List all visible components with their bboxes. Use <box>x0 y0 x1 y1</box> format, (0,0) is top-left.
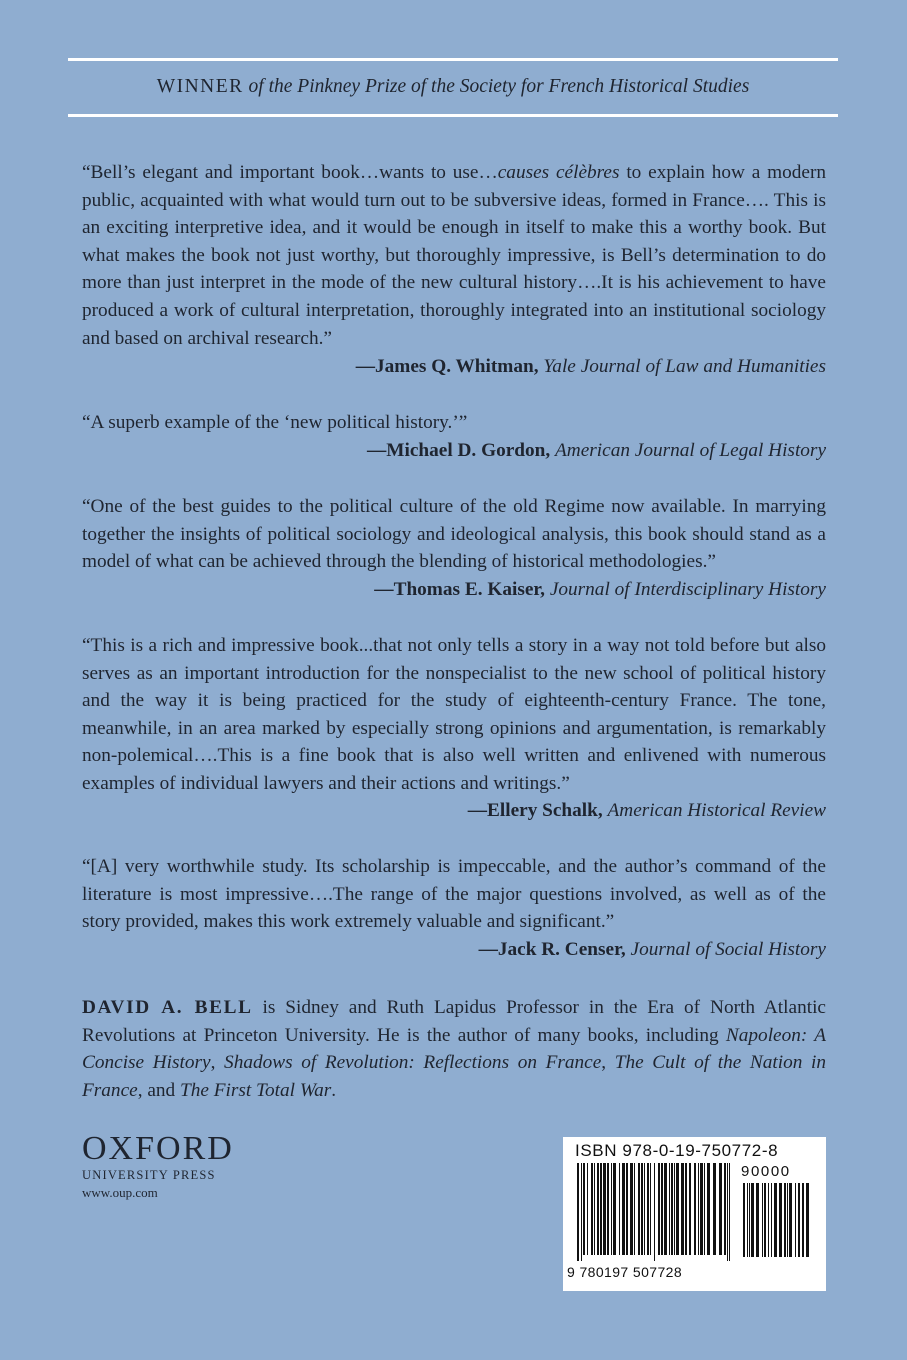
ean-barcode <box>575 1163 733 1261</box>
review-source: Yale Journal of Law and Humanities <box>543 356 826 377</box>
review-source: Journal of Social History <box>630 939 826 960</box>
book-title: Napoleon: A Concise History <box>82 1024 826 1074</box>
review-attribution <box>82 936 826 964</box>
quote-text: “A superb example of the ‘new political history.’” <box>82 412 468 433</box>
barcode-bar <box>647 1163 649 1255</box>
bio-text: is Sidney and Ruth Lapidus Professor in the Era of North Atlantic Revolutions at Princeton University. He is the author of many books, including <box>82 997 826 1046</box>
bio-text: , and <box>137 1079 180 1101</box>
quote-text: to explain how a modern public, acquainted with what would turn out to be subversive ideas, formed in France…. This is an exciting interpretive idea, and it would be enough in itself to make this a worthy book. But what makes the book not just worthy, but thoroughly impressive, is Bell’s determination to do more than just interpret in the mode of the new cultural history….It is his achievement to have produced a work of cultural interpretation, thoroughly integrated into an institutional sociology and based on archival research.” <box>82 162 826 349</box>
barcode-bar <box>787 1183 788 1257</box>
review-attribution <box>82 353 826 381</box>
barcode-bar <box>581 1163 582 1261</box>
barcode-bar <box>583 1163 585 1255</box>
barcode-bar <box>603 1163 606 1255</box>
barcode-bar <box>685 1163 687 1255</box>
barcode-bar <box>743 1183 745 1257</box>
barcode-bar <box>719 1163 722 1255</box>
review-attribution <box>82 437 826 465</box>
award-text: of the Pinkney Prize of the Society for French Historical Studies <box>248 76 750 97</box>
addon-barcode <box>741 1183 811 1263</box>
quote-text: “One of the best guides to the political culture of the old Regime now available. In marrying together the insights of political sociology and ideological analysis, this book should stand as a model of what can be achieved through the blending of historical methodologies.” <box>82 496 826 573</box>
reviewer-name: —James Q. Whitman, <box>355 356 539 377</box>
barcode-bar <box>594 1163 595 1255</box>
barcode-bar <box>724 1163 726 1255</box>
barcode-bar <box>664 1163 667 1255</box>
review-attribution <box>82 797 826 825</box>
barcode-bar <box>650 1163 651 1255</box>
review-quote <box>82 159 826 352</box>
barcode-bar <box>727 1163 728 1261</box>
review-quote <box>82 493 826 576</box>
barcode-bar <box>622 1163 625 1255</box>
barcode-bar <box>751 1183 754 1257</box>
review-attribution <box>82 576 826 604</box>
barcode-bar <box>600 1163 602 1255</box>
barcode-bar <box>658 1163 660 1255</box>
barcode-bar <box>641 1163 643 1255</box>
barcode-bar <box>747 1183 748 1257</box>
review-source: American Journal of Legal History <box>555 440 826 461</box>
barcode-bar <box>779 1183 782 1257</box>
barcode-bar <box>704 1163 705 1255</box>
barcode-bar <box>789 1183 792 1257</box>
author-name: DAVID A. BELL <box>82 997 253 1018</box>
barcode-bar <box>707 1163 710 1255</box>
book-title: Shadows of Revolution: Reflections on France <box>224 1052 602 1074</box>
quote-text: “This is a rich and impressive book...that not only tells a story in a way not told before but also serves as an important introduction for the nonspecialist to the new school of political history and the way it is being practiced for the study of eighteenth-century France. The tone, meanwhile, in an area marked by especially strong opinions and argumentation, is remarkably non-polemical….This is a fine book that is also well written and enlivened with numerous examples of individual lawyers and their actions and writings.” <box>82 635 826 794</box>
bio-text: , <box>210 1052 225 1074</box>
award-line <box>68 76 838 98</box>
barcode-bar <box>654 1163 655 1261</box>
barcode-bar <box>644 1163 645 1255</box>
barcode-bar <box>611 1163 612 1255</box>
reviewer-name: —Jack R. Censer, <box>478 939 626 960</box>
barcode-bar <box>591 1163 593 1255</box>
bottom-rule <box>68 114 838 117</box>
barcode-bar <box>795 1183 796 1257</box>
award-label: WINNER <box>156 76 244 97</box>
barcode-bar <box>671 1163 673 1255</box>
quote-text-italic: causes célèbres <box>497 162 620 183</box>
reviewer-name: —Ellery Schalk, <box>467 800 603 821</box>
barcode-bar <box>597 1163 599 1255</box>
barcode-bar <box>607 1163 609 1255</box>
barcode-bar <box>669 1163 670 1255</box>
quote-text: “[A] very worthwhile study. Its scholarship is impeccable, and the author’s command of the literature is most impressive….The range of the major questions involved, as well as of the story provided, makes this work extremely valuable and significant.” <box>82 856 826 933</box>
barcode-bar <box>798 1183 800 1257</box>
bio-text: . <box>331 1079 337 1101</box>
barcode-bar <box>694 1163 696 1255</box>
isbn-label: ISBN 978-0-19-750772-8 <box>575 1141 779 1160</box>
barcode-box <box>563 1137 826 1291</box>
barcode-bar <box>630 1163 633 1255</box>
book-title: The First Total War <box>180 1079 332 1101</box>
barcode-bar <box>700 1163 703 1255</box>
barcode-bar <box>676 1163 679 1255</box>
author-bio <box>82 994 826 1104</box>
barcode-bar <box>764 1183 766 1257</box>
barcode-bar <box>638 1163 640 1255</box>
book-title: The Cult of the Nation in France <box>82 1052 827 1101</box>
barcode-bar <box>619 1163 620 1255</box>
publisher-url: www.oup.com <box>82 1185 158 1200</box>
barcode-bar <box>768 1183 769 1257</box>
publisher-logo: OXFORD <box>82 1130 234 1167</box>
review-quote <box>82 853 826 936</box>
reviewer-name: —Michael D. Gordon, <box>367 440 551 461</box>
review-quote <box>82 632 826 798</box>
barcode-bar <box>577 1163 579 1261</box>
barcode-bar <box>784 1183 786 1257</box>
barcode-bar <box>756 1183 759 1257</box>
bio-text: , <box>601 1052 615 1074</box>
barcode-bar <box>762 1183 763 1257</box>
barcode-bar <box>774 1183 777 1257</box>
barcode-bar <box>634 1163 635 1255</box>
quote-text: “Bell’s elegant and important book…wants to use… <box>82 162 498 183</box>
review-source: Journal of Interdisciplinary History <box>549 579 826 600</box>
isbn-digits: 9 780197 507728 <box>567 1264 682 1280</box>
review-source: American Historical Review <box>607 800 826 821</box>
barcode-bar <box>729 1163 730 1261</box>
barcode-bar <box>674 1163 675 1255</box>
publisher-press: UNIVERSITY PRESS <box>82 1168 216 1182</box>
barcode-bar <box>771 1183 772 1257</box>
barcode-bar <box>626 1163 628 1255</box>
barcode-bar <box>698 1163 699 1255</box>
price-code: 90000 <box>741 1163 791 1180</box>
barcode-bar <box>802 1183 804 1257</box>
reviewer-name: —Thomas E. Kaiser, <box>374 579 545 600</box>
barcode-bar <box>681 1163 684 1255</box>
barcode-bar <box>689 1163 691 1255</box>
barcode-bar <box>713 1163 716 1255</box>
publisher-block <box>82 1132 252 1201</box>
barcode-bar <box>613 1163 616 1255</box>
review-quote <box>82 409 826 437</box>
barcode-bar <box>661 1163 663 1255</box>
barcode-bar <box>587 1163 588 1255</box>
top-rule <box>68 58 838 61</box>
barcode-bar <box>749 1183 750 1257</box>
barcode-bar <box>806 1183 809 1257</box>
